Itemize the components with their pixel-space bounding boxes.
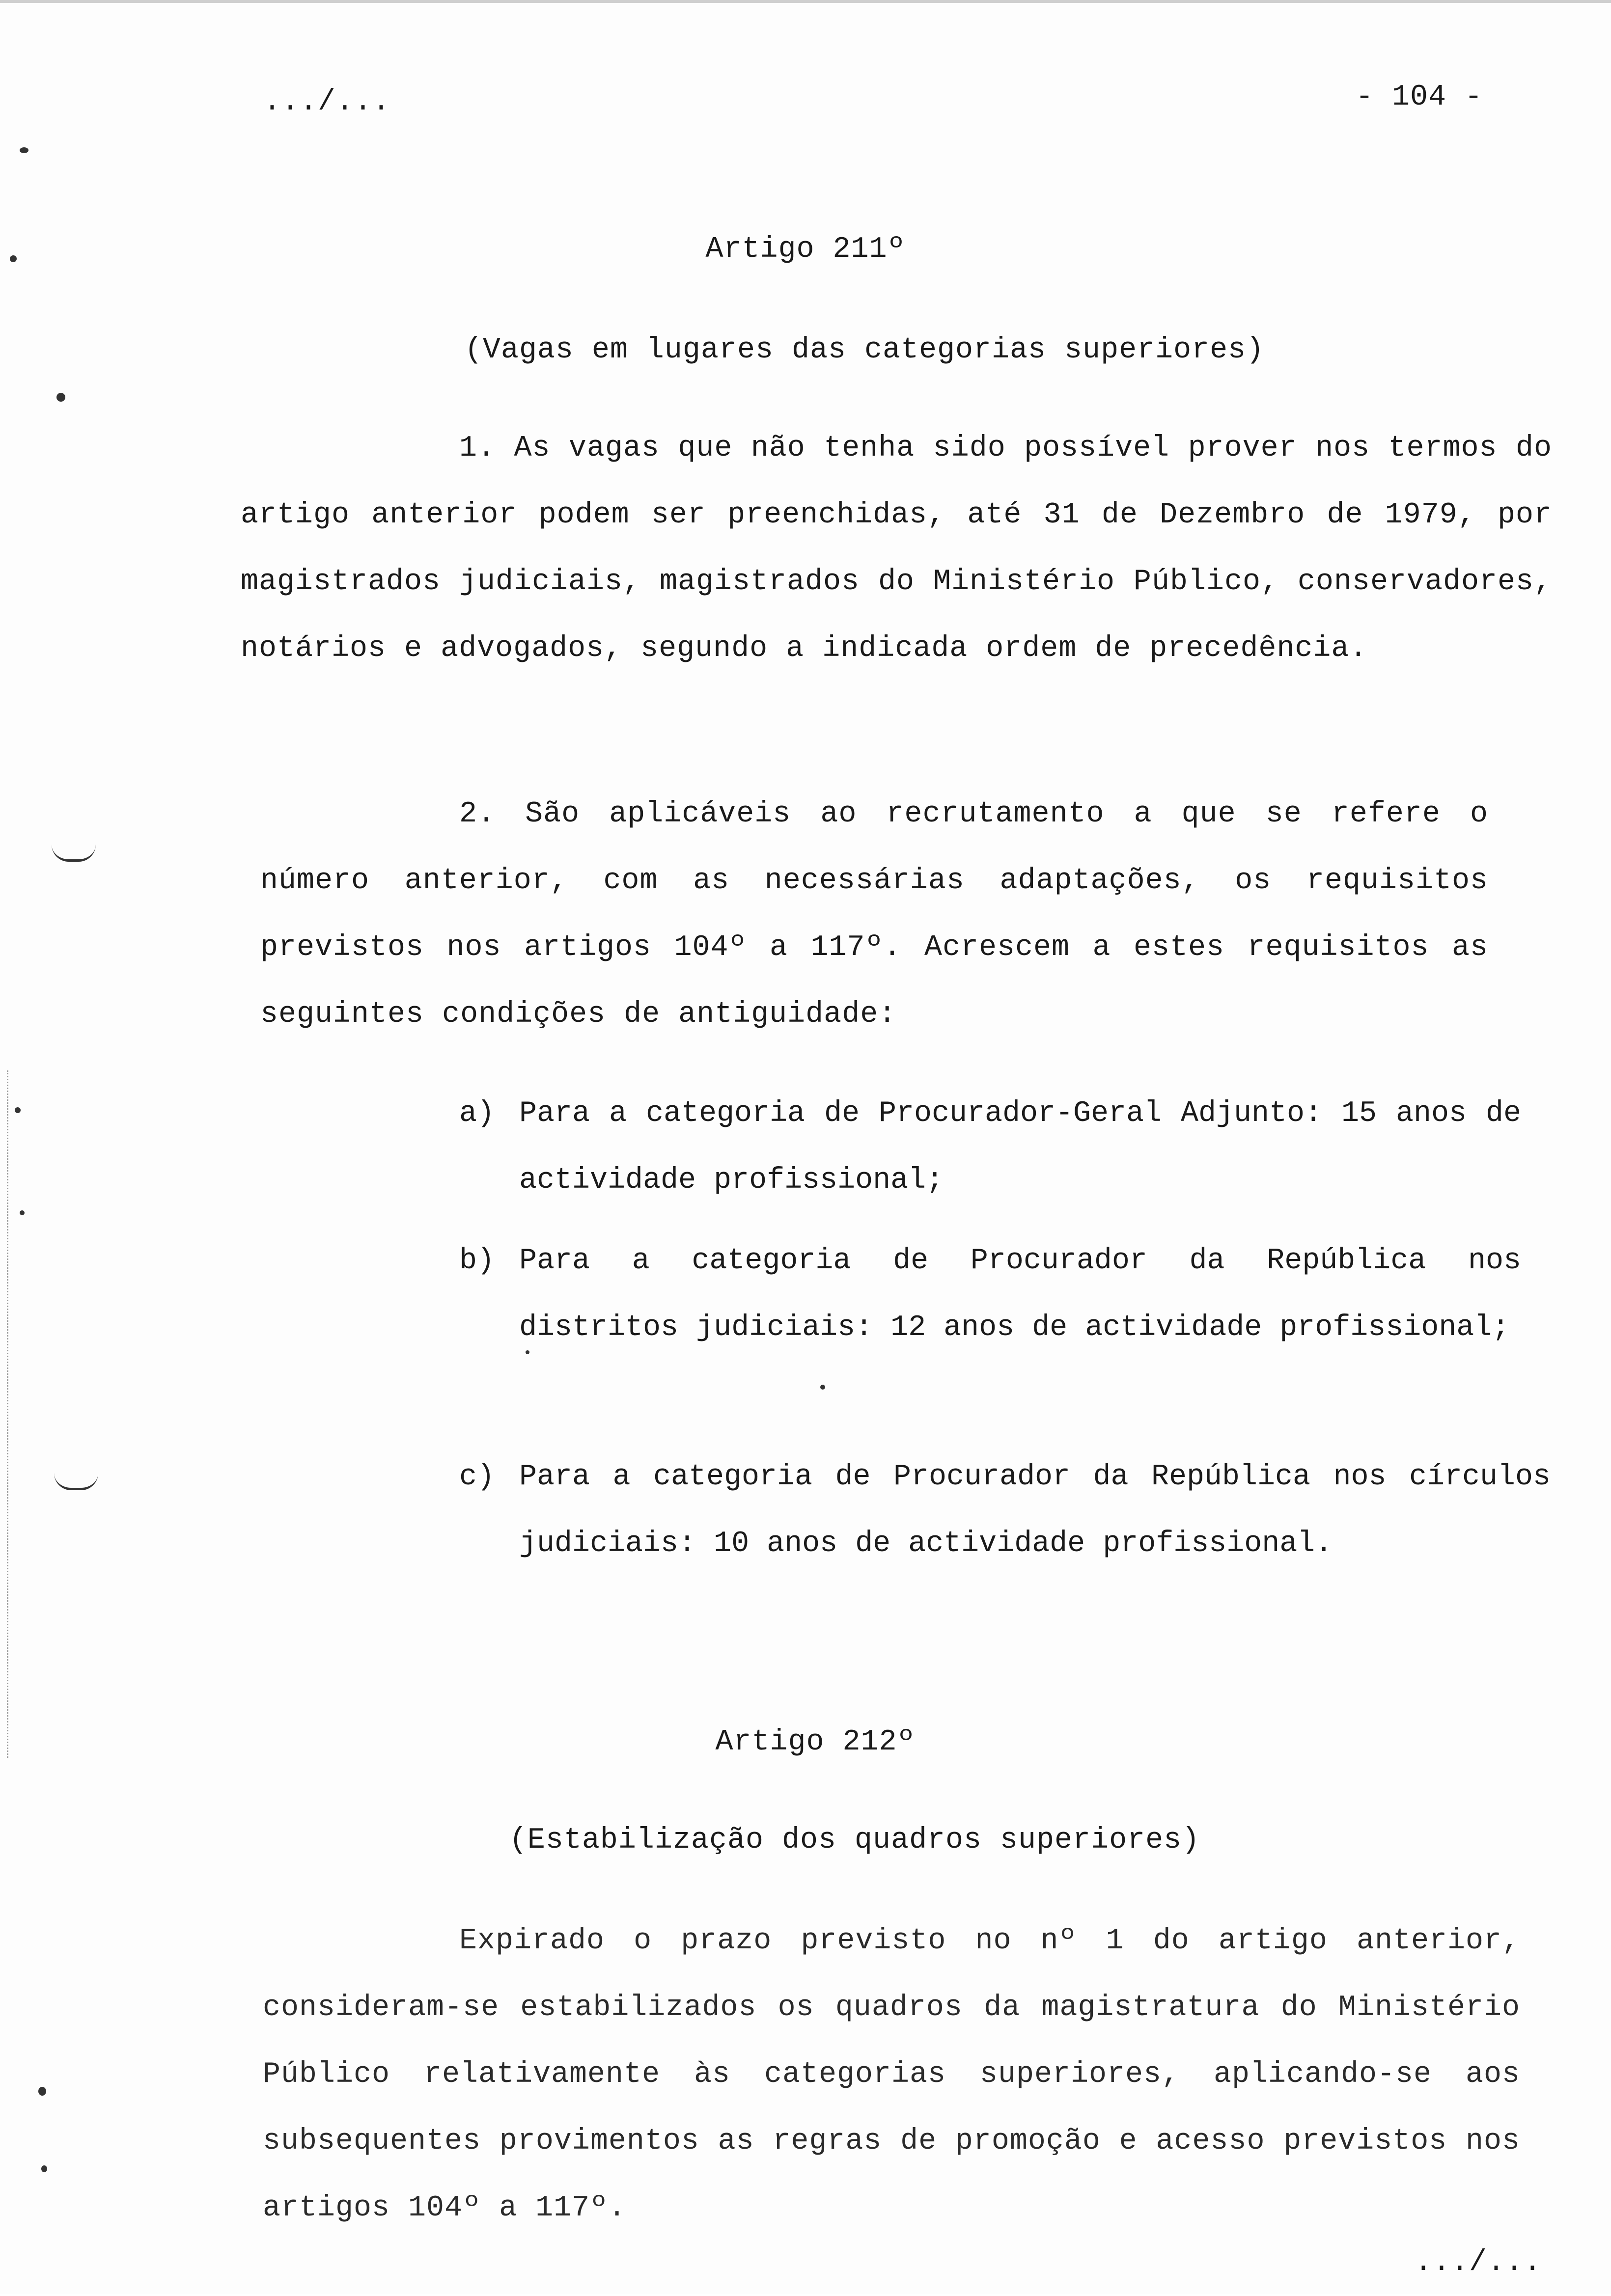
scan-speck — [20, 1210, 25, 1215]
scan-speck — [56, 393, 65, 402]
scan-speck — [15, 1107, 21, 1113]
scan-curve-mark — [54, 1473, 98, 1490]
scan-speck — [41, 2165, 47, 2172]
top-edge-rule — [0, 0, 1611, 3]
scan-curve-mark — [52, 845, 96, 862]
list-item-marker: a) — [459, 1097, 495, 1130]
list-item-marker: b) — [459, 1244, 495, 1278]
article-211-subtitle: (Vagas em lugares das categorias superiores) — [464, 333, 1265, 367]
article-212-paragraph: Expirado o prazo previsto no nº 1 do artigo anterior, consideram-se estabilizados os quadros da magistratura do Ministério Público relativamente às categorias superiores, aplicando-se aos subsequentes provimentos as regras de promoção e acesso previstos nos artigos 104º a 117º. — [263, 1924, 1520, 2225]
list-item-text: Para a categoria de Procurador da República nos distritos judiciais: 12 anos de actividade profissional; — [519, 1244, 1521, 1344]
list-item-text: Para a categoria de Procurador-Geral Adjunto: 15 anos de actividade profissional; — [519, 1097, 1521, 1197]
article-211-title: Artigo 211º — [705, 233, 906, 266]
article-211-paragraph-2: 2. São aplicáveis ao recrutamento a que se refere o número anterior, com as necessárias adaptações, os requisitos previstos nos artigos 104º a 117º. Acrescem a estes requisitos as seguintes condições de antiguidade: — [260, 797, 1488, 1031]
continuation-top: .../... — [263, 85, 391, 119]
article-212-title: Artigo 212º — [715, 1725, 916, 1759]
scan-edge-line — [7, 1070, 8, 1758]
list-item-b — [459, 1228, 1540, 1434]
list-item-a — [459, 1080, 1540, 1228]
list-item-c — [459, 1444, 1555, 1591]
scan-speck — [526, 1350, 529, 1354]
scan-speck — [20, 147, 28, 153]
page-number: - 104 - — [1356, 81, 1483, 114]
list-item-marker: c) — [459, 1460, 495, 1494]
article-211-paragraph-1: 1. As vagas que não tenha sido possível prover nos termos do artigo anterior podem ser preenchidas, até 31 de Dezembro de 1979, por magistrados judiciais, magistrados do Ministério Público, conservadores, notários e advogados, segundo a indicada ordem de precedência. — [241, 432, 1552, 665]
scan-speck — [38, 2087, 46, 2096]
list-item-text: Para a categoria de Procurador da República nos círculos judiciais: 10 anos de actividade profissional. — [519, 1460, 1551, 1560]
scan-speck — [820, 1385, 825, 1390]
continuation-bottom: .../... — [1415, 2246, 1542, 2279]
article-212-subtitle: (Estabilização dos quadros superiores) — [509, 1824, 1200, 1857]
scan-speck — [10, 255, 17, 262]
